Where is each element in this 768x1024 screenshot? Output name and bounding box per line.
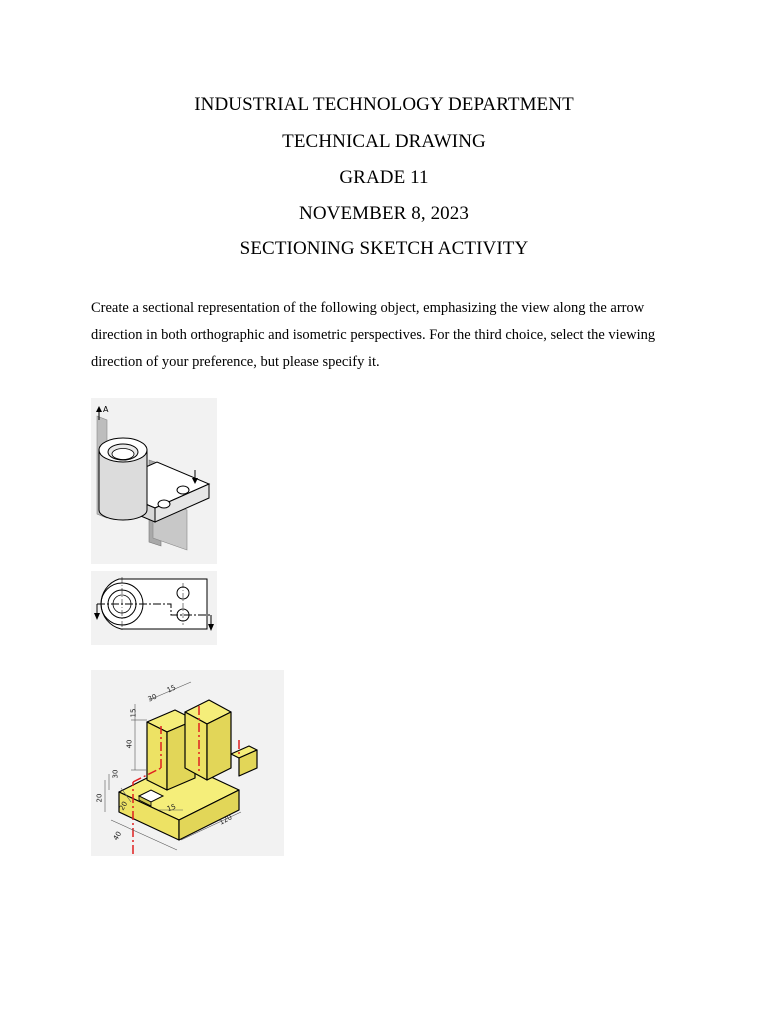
header-date: NOVEMBER 8, 2023 bbox=[299, 203, 469, 224]
header-department: INDUSTRIAL TECHNOLOGY DEPARTMENT bbox=[194, 94, 574, 115]
dim-label: 15 bbox=[165, 802, 178, 814]
figure-3-dimension-labels bbox=[91, 670, 284, 856]
instructions-line-1: Create a sectional representation of the following object, emphasizing the view along the arrow bbox=[91, 300, 645, 316]
instructions-line-3: direction of your preference, but please specify it. bbox=[91, 354, 380, 370]
svg-text:A: A bbox=[103, 405, 109, 414]
dim-label: 15 bbox=[129, 708, 138, 718]
dim-label: 40 bbox=[111, 830, 124, 842]
figure-2-drawing bbox=[91, 571, 217, 645]
dim-label: 120 bbox=[217, 813, 234, 827]
dim-label: 40 bbox=[125, 739, 134, 749]
header-activity: SECTIONING SKETCH ACTIVITY bbox=[239, 238, 529, 259]
instructions-paragraph bbox=[91, 295, 691, 376]
header-course: TECHNICAL DRAWING bbox=[282, 131, 486, 152]
figure-1-isometric-cutting-plane bbox=[91, 398, 217, 564]
header-grade: GRADE 11 bbox=[339, 167, 429, 188]
figure-3-dimensioned-isometric bbox=[91, 670, 284, 856]
figure-2-orthographic-top-view bbox=[91, 571, 217, 645]
figure-1-drawing bbox=[91, 398, 217, 564]
dim-label: 15 bbox=[165, 683, 178, 695]
dim-label: 30 bbox=[111, 769, 120, 779]
dim-label: 30 bbox=[146, 692, 159, 704]
dim-label: 20 bbox=[95, 793, 104, 803]
instructions-line-2: direction in both orthographic and isometric perspectives. For the third choice, select the viewing bbox=[91, 327, 656, 343]
dim-label: 20 bbox=[117, 800, 130, 812]
